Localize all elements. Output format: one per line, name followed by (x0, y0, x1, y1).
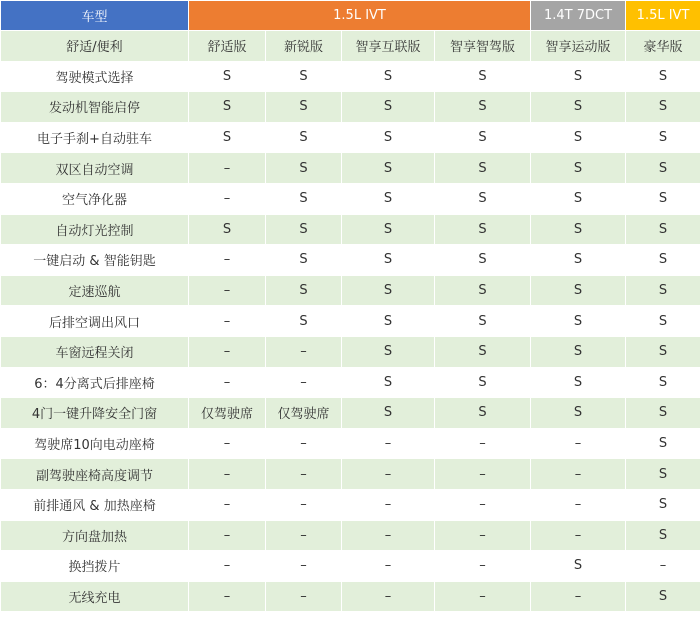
feature-value: S (626, 183, 700, 214)
feature-name: 电子手刹+自动驻车 (1, 122, 189, 153)
feature-value: S (435, 61, 531, 92)
feature-value: S (626, 275, 700, 306)
feature-value: – (189, 306, 266, 337)
feature-value: – (342, 428, 435, 459)
feature-value: – (189, 153, 266, 184)
feature-name: 车窗远程关闭 (1, 336, 189, 367)
feature-value: S (531, 153, 626, 184)
feature-value: – (531, 520, 626, 551)
feature-value: – (342, 459, 435, 490)
table-row (1, 459, 700, 490)
feature-value: – (189, 428, 266, 459)
feature-value: – (531, 489, 626, 520)
feature-value: – (435, 428, 531, 459)
feature-value: S (626, 92, 700, 123)
feature-value: S (626, 61, 700, 92)
feature-value: S (626, 336, 700, 367)
feature-value: – (342, 581, 435, 612)
feature-value: S (266, 245, 342, 276)
table-row (1, 245, 700, 276)
feature-value: S (531, 122, 626, 153)
trim-header: 智享运动版 (531, 31, 626, 62)
feature-value: S (531, 275, 626, 306)
feature-value: S (266, 214, 342, 245)
feature-name: 自动灯光控制 (1, 214, 189, 245)
feature-value: S (626, 122, 700, 153)
feature-name: 空气净化器 (1, 183, 189, 214)
feature-value: S (342, 336, 435, 367)
trim-header: 智享智驾版 (435, 31, 531, 62)
feature-name: 换挡拨片 (1, 551, 189, 582)
feature-value: S (435, 92, 531, 123)
feature-value: S (531, 183, 626, 214)
feature-value: S (626, 489, 700, 520)
feature-value: S (342, 92, 435, 123)
feature-value: S (435, 336, 531, 367)
feature-value: – (266, 520, 342, 551)
table-row (1, 183, 700, 214)
feature-value: S (531, 336, 626, 367)
feature-value: S (531, 367, 626, 398)
table-row (1, 428, 700, 459)
table-row (1, 489, 700, 520)
engine-header-1-5l-ivt-luxury: 1.5L IVT (626, 1, 700, 31)
feature-name: 方向盘加热 (1, 520, 189, 551)
feature-value: S (342, 153, 435, 184)
feature-name: 驾驶席10向电动座椅 (1, 428, 189, 459)
feature-value: – (266, 336, 342, 367)
feature-value: – (266, 551, 342, 582)
engine-header-row (1, 1, 700, 31)
feature-value: S (531, 551, 626, 582)
feature-value: S (266, 306, 342, 337)
feature-value: S (189, 122, 266, 153)
feature-value: – (435, 551, 531, 582)
feature-value: – (435, 520, 531, 551)
feature-value: – (189, 367, 266, 398)
feature-rows (1, 61, 700, 612)
feature-value: – (189, 183, 266, 214)
table-row (1, 336, 700, 367)
feature-value: S (266, 61, 342, 92)
feature-value: S (626, 398, 700, 429)
feature-value: S (435, 153, 531, 184)
feature-value: S (531, 398, 626, 429)
feature-value: – (342, 520, 435, 551)
feature-name: 定速巡航 (1, 275, 189, 306)
feature-value: – (266, 459, 342, 490)
trim-header: 新锐版 (266, 31, 342, 62)
model-header-label: 车型 (1, 1, 189, 31)
feature-value: S (342, 122, 435, 153)
feature-name: 发动机智能启停 (1, 92, 189, 123)
feature-value: – (435, 459, 531, 490)
feature-value: S (435, 306, 531, 337)
feature-value: 仅驾驶席 (189, 398, 266, 429)
feature-name: 无线充电 (1, 581, 189, 612)
feature-value: – (189, 520, 266, 551)
feature-value: S (266, 275, 342, 306)
table-row (1, 153, 700, 184)
feature-value: S (266, 153, 342, 184)
feature-value: S (342, 306, 435, 337)
category-label: 舒适/便利 (1, 31, 189, 62)
feature-value: S (531, 92, 626, 123)
feature-value: – (189, 275, 266, 306)
feature-value: – (189, 581, 266, 612)
engine-header-1-4t-7dct: 1.4T 7DCT (531, 1, 626, 31)
feature-value: S (435, 183, 531, 214)
feature-value: S (266, 92, 342, 123)
feature-value: S (189, 214, 266, 245)
feature-value: – (342, 489, 435, 520)
feature-value: S (342, 398, 435, 429)
feature-value: – (342, 551, 435, 582)
feature-value: S (531, 214, 626, 245)
feature-value: 仅驾驶席 (266, 398, 342, 429)
feature-value: S (189, 61, 266, 92)
feature-value: S (435, 367, 531, 398)
feature-value: S (342, 183, 435, 214)
feature-value: S (266, 183, 342, 214)
feature-value: – (531, 581, 626, 612)
feature-value: S (342, 214, 435, 245)
feature-name: 6：4分离式后排座椅 (1, 367, 189, 398)
feature-value: S (435, 275, 531, 306)
feature-value: S (626, 459, 700, 490)
table-row (1, 275, 700, 306)
feature-value: S (626, 520, 700, 551)
feature-value: S (626, 153, 700, 184)
trim-header-row (1, 31, 700, 62)
feature-value: – (189, 551, 266, 582)
feature-value: – (189, 336, 266, 367)
table-row (1, 581, 700, 612)
feature-name: 后排空调出风口 (1, 306, 189, 337)
trim-header: 豪华版 (626, 31, 700, 62)
feature-name: 一键启动 & 智能钥匙 (1, 245, 189, 276)
feature-value: S (189, 92, 266, 123)
feature-name: 双区自动空调 (1, 153, 189, 184)
feature-value: – (266, 581, 342, 612)
table-row (1, 122, 700, 153)
feature-value: S (531, 306, 626, 337)
feature-value: S (435, 122, 531, 153)
feature-name: 4门一键升降安全门窗 (1, 398, 189, 429)
feature-value: – (435, 489, 531, 520)
table-row (1, 61, 700, 92)
feature-value: S (626, 245, 700, 276)
feature-value: S (342, 245, 435, 276)
feature-name: 前排通风 & 加热座椅 (1, 489, 189, 520)
trim-header: 智享互联版 (342, 31, 435, 62)
feature-value: – (189, 489, 266, 520)
feature-value: S (342, 61, 435, 92)
feature-value: S (266, 122, 342, 153)
feature-value: S (342, 367, 435, 398)
feature-value: S (435, 398, 531, 429)
feature-value: – (531, 428, 626, 459)
feature-value: – (189, 245, 266, 276)
feature-value: – (189, 459, 266, 490)
feature-value: S (435, 245, 531, 276)
feature-value: – (266, 489, 342, 520)
feature-value: S (342, 275, 435, 306)
feature-value: – (266, 428, 342, 459)
feature-value: S (626, 428, 700, 459)
feature-value: S (626, 306, 700, 337)
feature-value: – (626, 551, 700, 582)
feature-name: 副驾驶座椅高度调节 (1, 459, 189, 490)
trim-header: 舒适版 (189, 31, 266, 62)
feature-value: S (626, 214, 700, 245)
feature-name: 驾驶模式选择 (1, 61, 189, 92)
feature-value: – (266, 367, 342, 398)
table-row (1, 92, 700, 123)
feature-value: S (531, 61, 626, 92)
table-row (1, 367, 700, 398)
table-row (1, 398, 700, 429)
table-row (1, 306, 700, 337)
feature-value: S (435, 214, 531, 245)
feature-value: S (626, 367, 700, 398)
feature-value: S (626, 581, 700, 612)
feature-value: S (531, 245, 626, 276)
feature-value: – (531, 459, 626, 490)
table-row (1, 551, 700, 582)
table-row (1, 520, 700, 551)
table-row (1, 214, 700, 245)
feature-value: – (435, 581, 531, 612)
engine-header-1-5l-ivt: 1.5L IVT (189, 1, 531, 31)
